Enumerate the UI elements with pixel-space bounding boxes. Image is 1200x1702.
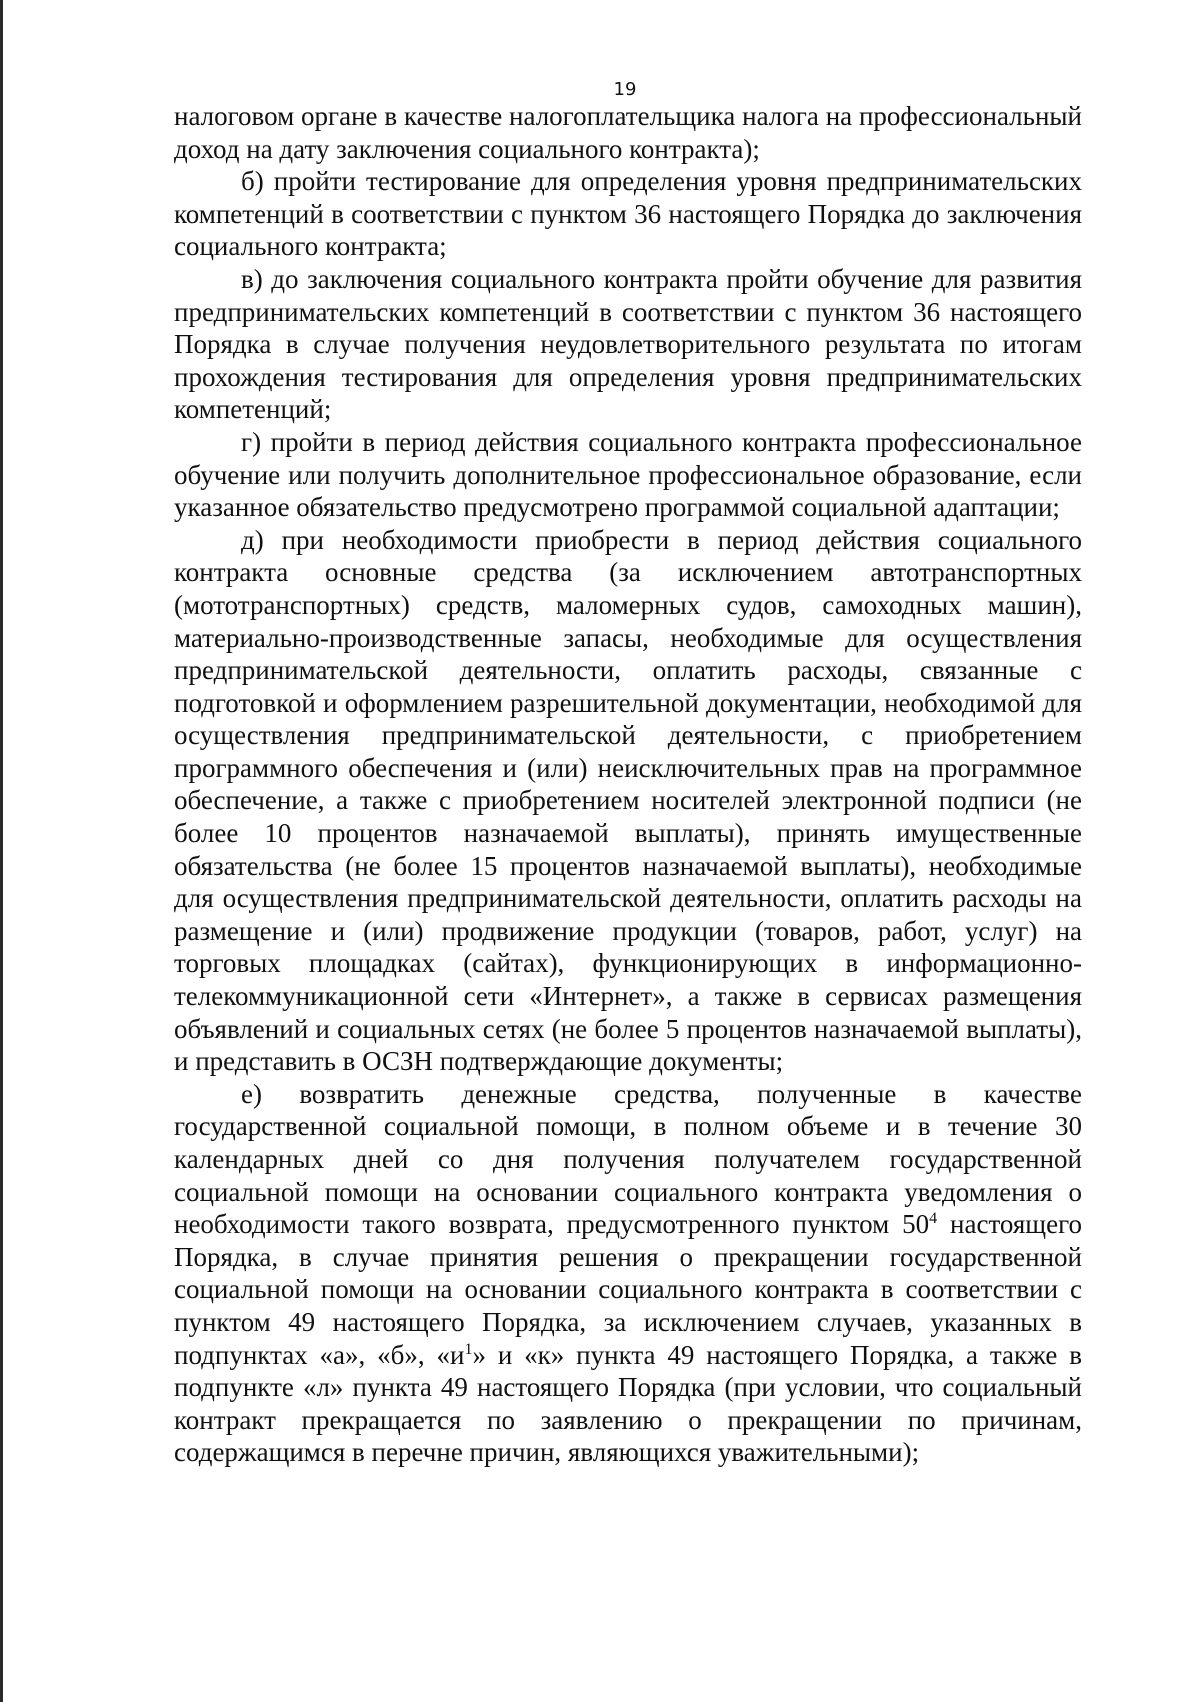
paragraph-continuation: налоговом органе в качестве налогоплательщика налога на профессиональный доход на дату заключения социального контракта);	[174, 101, 1082, 164]
paragraph-item-d: д) при необходимости приобрести в период действия социального контракта основные средства (за исключением автотранспортных (мототранспортных) средств, маломерных судов, самоходных машин), материально-производственные запасы, необходимые для осуществления предпринимательской деятельности, оплатить расходы, связанные с подготовкой и оформлением разрешительной документации, необходимой для осуществления предпринимательской деятельности, с приобретением программного обеспечения и (или) неисключительных прав на программное обеспечение, а также с приобретением носителей электронной подписи (не более 10 процентов назначаемой выплаты), принять имущественные обязательства (не более 15 процентов назначаемой выплаты), необходимые для осуществления предпринимательской деятельности, оплатить расходы на размещение и (или) продвижение продукции (товаров, работ, услуг) на торговых площадках (сайтах), функционирующих в информационно-телекоммуникационной сети «Интернет», а также в сервисах размещения объявлений и социальных сетях (не более 5 процентов назначаемой выплаты), и представить в ОСЗН подтверждающие документы;	[174, 524, 1082, 1077]
paragraph-item-e-part2: настоящего Порядка, в случае принятия решения о прекращении государственной социальной помощи на основании социального контракта в соответствии с пунктом 49 настоящего Порядка, за исключением случаев, указанных в подпунктах «а», «б», «и	[174, 1209, 1082, 1370]
paragraph-item-e-part1: е) возвратить денежные средства, полученные в качестве государственной социальной помощи, в полном объеме и в течение 30 календарных дней со дня получения получателем государственной социальной помощи на основании социального контракта уведомления о необходимости такого возврата, предусмотренного пунктом 50	[174, 1078, 1082, 1240]
page-number: 19	[613, 79, 637, 100]
paragraph-item-v: в) до заключения социального контракта пройти обучение для развития предпринимательских компетенций в соответствии с пунктом 36 настоящего Порядка в случае получения неудовлетворительного результата по итогам прохождения тестирования для определения уровня предпринимательских компетенций;	[174, 263, 1082, 425]
superscript-1: 1	[464, 1340, 473, 1358]
page-edge-line	[0, 0, 3, 1702]
paragraph-item-g: г) пройти в период действия социального контракта профессиональное обучение или получить дополнительное профессиональное образование, если указанное обязательство предусмотрено программой социальной адаптации;	[174, 426, 1082, 523]
document-body	[174, 100, 1082, 1469]
paragraph-item-e-part3: » и «к» пункта 49 настоящего Порядка, а также в подпункте «л» пункта 49 настоящего Порядка (при условии, что социальный контракт прекращается по заявлению о прекращении по причинам, содержащимся в перечне причин, являющихся уважительными);	[174, 1339, 1082, 1468]
superscript-4: 4	[929, 1210, 938, 1228]
paragraph-item-e	[174, 1078, 1082, 1469]
paragraph-item-b: б) пройти тестирование для определения уровня предпринимательских компетенций в соответствии с пунктом 36 настоящего Порядка до заключения социального контракта;	[174, 166, 1082, 262]
